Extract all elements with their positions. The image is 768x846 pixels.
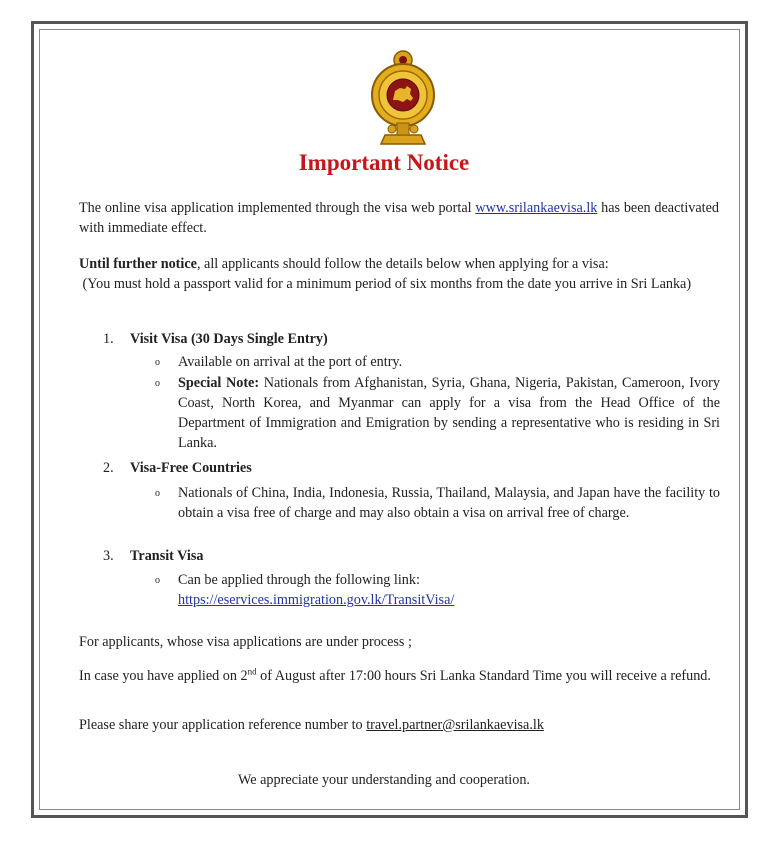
item-heading-visit-visa: Visit Visa (30 Days Single Entry) [130, 331, 328, 347]
share-text: Please share your application reference number to [79, 717, 367, 733]
item-heading-visa-free: Visa-Free Countries [130, 460, 252, 476]
intro-text-before: The online visa application implemented through the visa web portal [79, 200, 476, 216]
intro-text-after: has been deactivated with immediate effect. [79, 200, 719, 236]
item-1-bullet-1: Available on arrival at the port of entry. [178, 354, 403, 370]
passport-note: (You must hold a passport valid for a minimum period of six months from the date you arrive in Sri Lanka) [82, 276, 692, 292]
refund-before: In case you have applied on 2 [79, 668, 248, 684]
visa-portal-link[interactable]: www.srilankaevisa.lk [475, 200, 598, 216]
intro-paragraph [79, 198, 719, 238]
item-number-1: 1. [103, 331, 114, 347]
item-1-bullet-2 [178, 373, 720, 453]
sri-lanka-emblem-icon [367, 49, 439, 149]
transit-visa-link[interactable]: https://eservices.immigration.gov.lk/TransitVisa/ [178, 592, 455, 608]
special-note-label: Special Note: [178, 375, 260, 391]
closing-text: We appreciate your understanding and cooperation. [238, 772, 530, 788]
bullet-marker: o [155, 378, 160, 389]
bullet-marker: o [155, 357, 160, 368]
refund-after: of August after 17:00 hours Sri Lanka Standard Time you will receive a refund. [256, 668, 711, 684]
under-process-text: For applicants, whose visa applications are under process ; [79, 634, 412, 650]
page-title: Important Notice [298, 150, 470, 175]
notice-paragraph [79, 254, 719, 294]
item-2-bullet-1: Nationals of China, India, Indonesia, Russia, Thailand, Malaysia, and Japan have the facility to obtain a visa free of charge and may also obtain a visa on arrival free of charge. [178, 485, 720, 521]
email-link[interactable]: travel.partner@srilankaevisa.lk [366, 717, 544, 733]
refund-sup: nd [247, 666, 257, 677]
notice-bold: Until further notice [79, 256, 197, 272]
refund-paragraph [79, 666, 719, 686]
bullet-marker: o [155, 575, 160, 586]
item-3-bullet-1 [178, 570, 720, 610]
notice-text: , all applicants should follow the details below when applying for a visa: [196, 256, 609, 272]
transit-visa-text: Can be applied through the following link: [178, 572, 420, 588]
item-number-2: 2. [103, 460, 114, 476]
item-number-3: 3. [103, 548, 114, 564]
item-heading-transit-visa: Transit Visa [130, 548, 204, 564]
special-note-text: Nationals from Afghanistan, Syria, Ghana, Nigeria, Pakistan, Cameroon, Ivory Coast, North Korea, and Myanmar can apply for a visa from the Head Office of the Department of Immigration and Emigration by sending a representative who is residing in Sri Lanka. [178, 375, 720, 451]
share-paragraph [79, 715, 719, 735]
bullet-marker: o [155, 488, 160, 499]
